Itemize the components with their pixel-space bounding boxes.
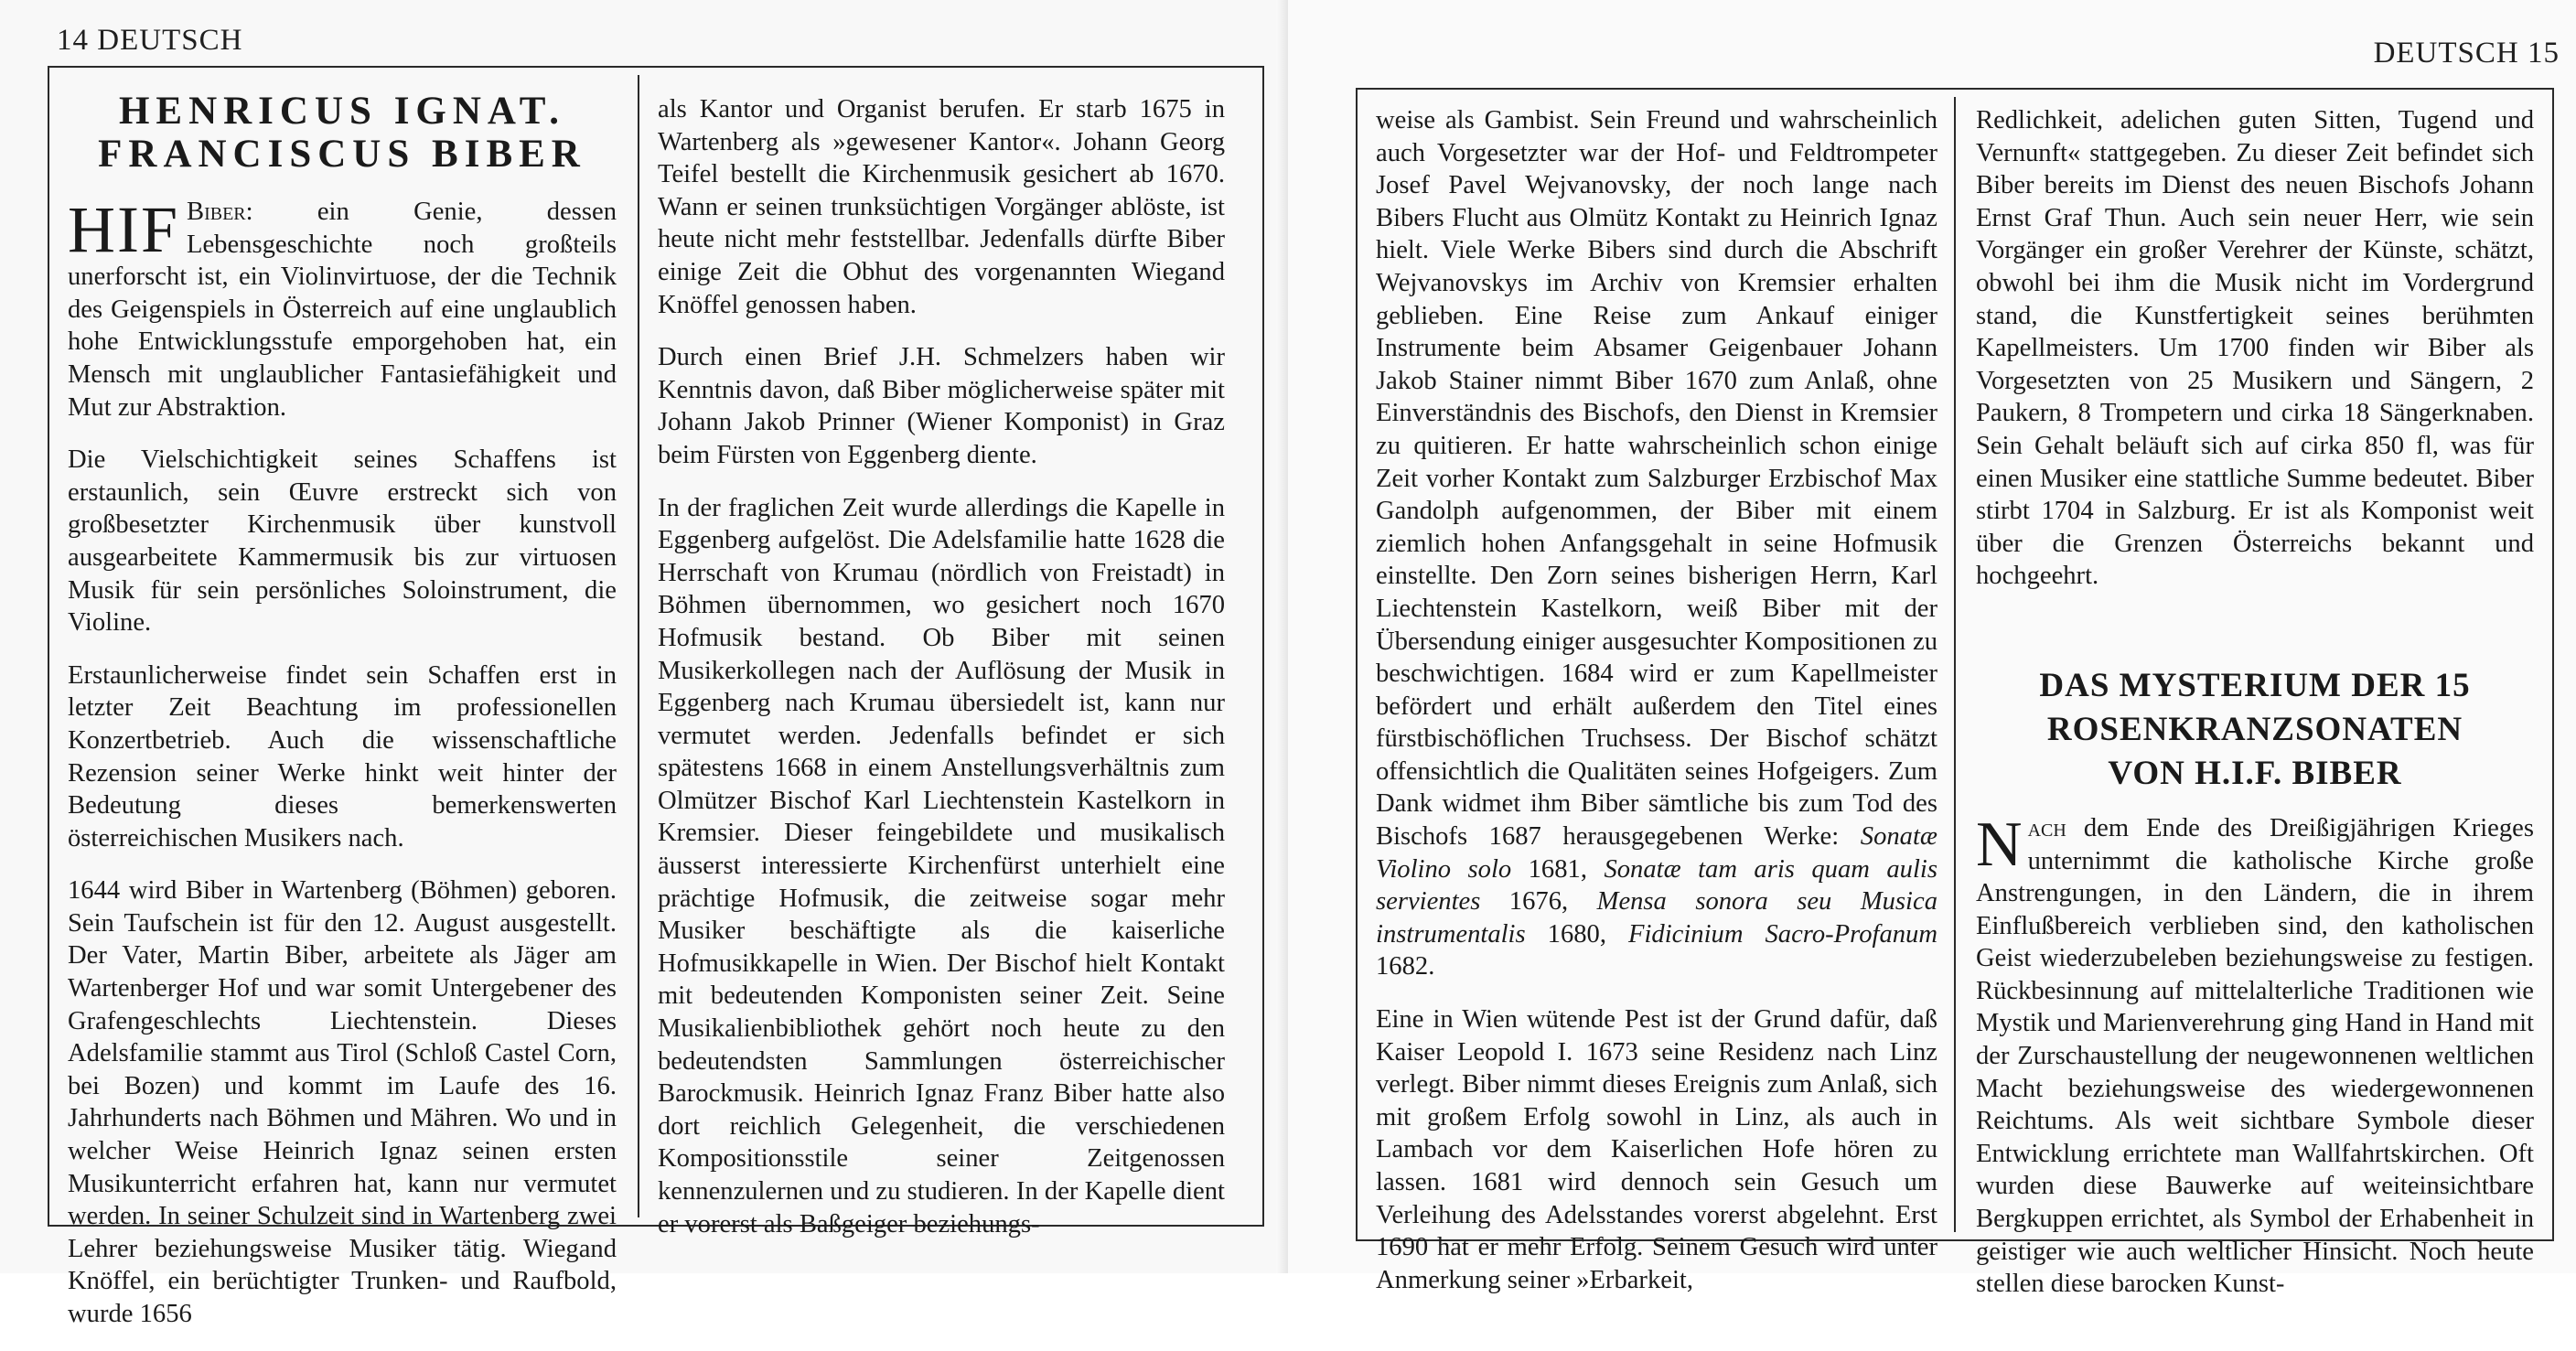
paragraph: Erstaunlicherweise findet sein Schaffen erst in letzter Zeit Beachtung im professionellen Konzertbetrieb. Auch die wissenschaftliche Rezension seiner Werke hinkt weit hinter der Bedeutung dieses bemerkenswerten österreichischen Musikers nach. bbox=[68, 660, 617, 852]
column-right-1 bbox=[1376, 104, 1937, 1316]
section-title-line-3: VON H.I.F. BIBER bbox=[2108, 754, 2402, 792]
right-page bbox=[1288, 0, 2576, 1299]
paragraph: Durch einen Brief J.H. Schmelzers haben wir Kenntnis davon, daß Biber möglicherweise später mit Johann Jakob Prinner (Wiener Komponist) in Graz beim Fürsten von Eggenberg diente. bbox=[658, 343, 1225, 469]
paragraph: 1644 wird Biber in Wartenberg (Böhmen) geboren. Sein Taufschein ist für den 12. August ausgestellt. Der Vater, Martin Biber, arbeitete als Jäger am Wartenberger Hof und war somit Untergebener des Grafengeschlechts Liechtenstein. Dieses Adelsfamilie stammt aus Tirol (Schloß Castel Corn, bei Bozen) und kommt im Laufe des 16. Jahrhunderts nach Böhmen und Mähren. Wo und in welcher Weise Heinrich Ignaz seinen ersten Musikunterricht erfahren hat, kann nur vermutet werden. In seiner Schulzeit sind in Wartenberg zwei Lehrer beziehungsweise Musiker tätig. Wiegand Knöffel, ein berüchtigter Trunken- und Raufbold, wurde 1656 bbox=[68, 876, 617, 1328]
paragraph bbox=[1976, 809, 2534, 1301]
article-title-line-1: HENRICUS IGNAT. bbox=[118, 90, 566, 133]
work-title: Sonatæ tam aris quam aulis servientes bbox=[1376, 854, 1937, 917]
section-title-line-2: ROSENKRANZSONATEN bbox=[2046, 710, 2463, 748]
work-title: Mensa sonora seu Musica instrumentalis bbox=[1376, 887, 1937, 949]
section-title bbox=[1976, 664, 2534, 796]
paragraph-text: dem Ende des Dreißigjährigen Krieges unternimmt die katholische Kirche große Anstrengungen, in den Ländern, die in ihrem Einflußbereich verblieben sind, den katholischen Geist wiederzubeleben beziehungsweise zu festigen. Rückbesinnung auf mittelalterliche Traditionen wie Mystik und Marienverehrung ging Hand in Hand mit der Zurschaustellung der neugewonnenen weltlichen Macht beziehungsweise des wiedergewonnenen Reichtums. Als weit sichtbare Symbole dieser Entwicklung errichtete man Wallfahrtskirchen. Oft wurden diese Bauwerke auf weiteinsichtbare Bergkuppen errichtet, als Symbol der Erhabenheit in geistiger wie auch weltlicher Hinsicht. Noch heute stellen diese barocken Kunst- bbox=[1976, 813, 2534, 1299]
column-left-1 bbox=[68, 75, 617, 1351]
work-title: Sonatæ Violino solo bbox=[1376, 822, 1937, 884]
column-divider bbox=[1954, 97, 1956, 1232]
left-page bbox=[0, 0, 1288, 1328]
spacer bbox=[1976, 613, 2534, 657]
paragraph: als Kantor und Organist berufen. Er starb 1675 in Wartenberg als »gewesener Kantor«. Johann Georg Teifel bestellt die Kirchenmusik gesichert ab 1670. Wann er seinen trunksüchtigen Vorgänger ablöste, ist heute nicht mehr feststellbar. Jedenfalls dürfte Biber einige Zeit die Obhut des vorgenannten Wiegand Knöffel genossen haben. bbox=[658, 95, 1225, 319]
column-left-2 bbox=[658, 93, 1225, 1260]
paragraph: Redlichkeit, adelichen guten Sitten, Tugend und Vernunft« stattgegeben. Zu dieser Zeit befindet sich Biber bereits im Dienst des neuen Bischofs Johann Ernst Graf Thun. Auch sein neuer Herr, wie sein Vorgänger ein großer Verehrer der Künste, schätzt, obwohl bei ihm die Musik nicht im Vordergrund stand, die Kunstfertigkeit seines berühmten Kapellmeisters. Um 1700 finden wir Biber als Vorgesetzten von 25 Musikern und Sängern, 2 Paukern, 8 Trompetern und cirka 18 Sängerknaben. Sein Gehalt beläuft sich auf cirka 850 fl, was für einen Musiker eine stattliche Summe bedeutet. Biber stirbt 1704 in Salzburg. Er ist als Komponist weit über die Grenzen Österreichs bekannt und hochgeehrt. bbox=[1976, 106, 2534, 591]
lead-in-smallcaps: Biber bbox=[187, 198, 246, 226]
paragraph bbox=[1376, 104, 1937, 983]
text-frame-left bbox=[48, 66, 1264, 1328]
page-header-left: 14 DEUTSCH bbox=[57, 24, 243, 57]
page-header-right: DEUTSCH 15 bbox=[2373, 37, 2560, 70]
column-divider bbox=[638, 75, 639, 1217]
paragraph-text: weise als Gambist. Sein Freund und wahrscheinlich auch Vorgesetzter war der Hof- und Feldtrompeter Josef Pavel Wejvanovsky, der noch lange nach Bibers Flucht aus Olmütz Kontakt zu Heinrich Ignaz hielt. Viele Werke Bibers sind durch die Abschrift Wejvanovskys im Archiv von Kremsier erhalten geblieben. Eine Reise zum Ankauf einiger Instrumente beim Absamer Geigenbauer Johann Jakob Stainer nimmt Biber 1670 zum Anlaß, ohne Einverständnis des Bischofs, den Dienst in Kremsier zu quitieren. Er hatte wahrscheinlich schon einige Zeit vorher Kontakt zum Salzburger Erzbischof Max Gandolph aufgenommen, der Biber mit einem ziemlich hohen Anfangsgehalt in seine Hofmusik einstellte. Den Zorn seines bisherigen Herrn, Karl Liechtenstein Kastelkorn, weiß Biber mit der Übersendung einiger ausgesuchter Kompositionen zu beschwichtigen. 1684 wird er zum Kapellmeister befördert und erhält außerdem den Titel eines fürstbischöflichen Truchsess. Der Bischof schätzt offensichtlich die Qualitäten seines Hofgeigers. Zum Dank widmet ihm Biber sämtliche bis zum Tod des Bischofs 1687 herausgegebenen Werke: bbox=[1376, 106, 1937, 852]
article-title-line-2: FRANCISCUS BIBER bbox=[98, 133, 586, 176]
paragraph-text: : ein Genie, dessen Lebensgeschichte noch großteils unerforscht ist, ein Violinvirtuose, der die Technik des Geigenspiels in Österreich auf eine unglaublich hohe Entwicklungsstufe emporgehoben hat, ein Mensch mit unglaublicher Fantasiefähigkeit und Mut zur Abstraktion. bbox=[68, 198, 617, 422]
column-right-2 bbox=[1976, 104, 2534, 1321]
drop-cap: N bbox=[1976, 809, 2023, 880]
work-title: Fidicinium Sacro-Profanum bbox=[1628, 919, 1937, 949]
article-title bbox=[68, 90, 617, 176]
drop-cap: HIF bbox=[68, 193, 180, 266]
paragraph: Eine in Wien wütende Pest ist der Grund dafür, daß Kaiser Leopold I. 1673 seine Residenz nach Linz verlegt. Biber nimmt dieses Ereignis zum Anlaß, sich mit großem Erfolg sowohl in Linz, als auch in Lambach vor dem Kaiserlichen Hofe hören zu lassen. 1681 wird dennoch sein Gesuch um Verleihung des Adelsstandes vorerst abgelehnt. Erst 1690 hat er mehr Erfolg. Seinem Gesuch wird unter Anmerkung seiner »Erbarkeit, bbox=[1376, 1005, 1937, 1294]
section-title-line-1: DAS MYSTERIUM DER 15 bbox=[2039, 666, 2471, 704]
paragraph bbox=[68, 193, 617, 424]
paragraph: In der fraglichen Zeit wurde allerdings die Kapelle in Eggenberg aufgelöst. Die Adelsfamilie hatte 1628 die Herrschaft von Krumau (nördlich von Freistadt) in Böhmen übernommen, wo gesichert noch 1670 Hofmusik bestand. Ob Biber mit seinen Musikerkollegen nach der Auflösung der Musik in Eggenberg nach Krumau übersiedelt ist, kann nur vermutet werden. Jedenfalls befindet er sich spätestens 1668 in einem Anstellungsverhältnis zum Olmützer Bischof Karl Liechtenstein Kastelkorn in Kremsier. Dieser feingebildete und musikalisch äusserst interessierte Kirchenfürst unterhielt eine prächtige Hofmusik, die zeitweise sogar mehr Musiker beschäftigte als die kaiserliche Hofmusikkapelle in Wien. Der Bischof hielt Kontakt mit bedeutenden Komponisten seiner Zeit. Seine Musikalienbibliothek gehört noch heute zu den bedeutendsten Sammlungen österreichischer Barockmusik. Heinrich Ignaz Franz Biber hatte also dort reichlich Gelegenheit, die verschiedenen Kompositionsstile seiner Zeitgenossen kennenzulernen und zu studieren. In der Kapelle dient er vorerst als Baßgeiger beziehungs- bbox=[658, 493, 1225, 1238]
work-year: 1681, bbox=[1511, 854, 1605, 884]
work-year: 1676, bbox=[1480, 887, 1597, 917]
lead-in-smallcaps: ach bbox=[2027, 813, 2066, 842]
work-year: 1680, bbox=[1525, 919, 1629, 949]
paragraph: Die Vielschichtigkeit seines Schaffens ist erstaunlich, sein Œuvre erstreckt sich von großbesetzter Kirchenmusik über kunstvoll ausgearbeitete Kammermusik bis zur virtuosen Musik für sein persönliches Soloinstrument, die Violine. bbox=[68, 445, 617, 638]
text-frame-right bbox=[1356, 88, 2554, 1299]
work-year: 1682. bbox=[1376, 952, 1435, 981]
